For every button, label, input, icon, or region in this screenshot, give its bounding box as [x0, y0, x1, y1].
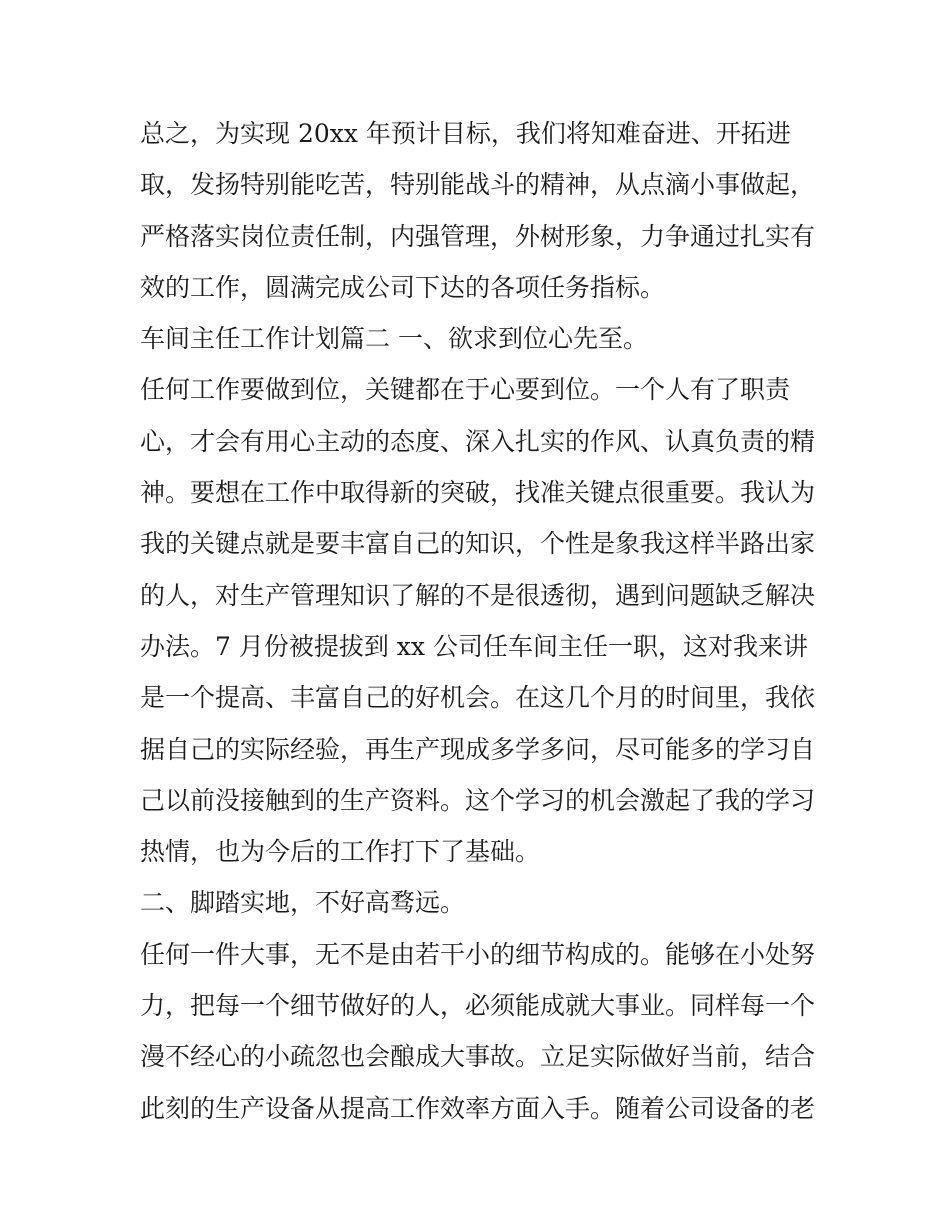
- text-line: 己以前没接触到的生产资料。这个学习的机会激起了我的学习: [140, 785, 816, 815]
- text-line: 力，把每一个细节做好的人，必须能成就大事业。同样每一个: [140, 991, 816, 1021]
- text-line: 心，才会有用心主动的态度、深入扎实的作风、认真负责的精: [140, 426, 816, 456]
- text-line: 任何工作要做到位，关键都在于心要到位。一个人有了职责: [140, 375, 791, 405]
- section-heading: 二、脚踏实地，不好高骛远。: [140, 888, 466, 918]
- text-line: 任何一件大事，无不是由若干小的细节构成的。能够在小处努: [140, 939, 816, 969]
- section-heading: 车间主任工作计划篇二 一、欲求到位心先至。: [140, 324, 648, 354]
- text-line: 热情，也为今后的工作打下了基础。: [140, 837, 541, 867]
- text-line: 神。要想在工作中取得新的突破，找准关键点很重要。我认为: [140, 478, 816, 508]
- body-text: [140, 108, 820, 1134]
- text-line: 据自己的实际经验，再生产现成多学多问，尽可能多的学习自: [140, 734, 816, 764]
- text-line: 漫不经心的小疏忽也会酿成大事故。立足实际做好当前，结合: [140, 1042, 816, 1072]
- text-line: 效的工作，圆满完成公司下达的各项任务指标。: [140, 272, 666, 302]
- text-line: 严格落实岗位责任制，内强管理，外树形象，力争通过扎实有: [140, 221, 816, 251]
- text-line: 是一个提高、丰富自己的好机会。在这几个月的时间里，我依: [140, 683, 816, 713]
- text-line: 取，发扬特别能吃苦，特别能战斗的精神，从点滴小事做起，: [140, 170, 816, 200]
- text-line: 总之，为实现 20xx 年预计目标，我们将知难奋进、开拓进: [140, 119, 791, 148]
- text-line: 此刻的生产设备从提高工作效率方面入手。随着公司设备的老: [140, 1093, 816, 1123]
- text-line: 的人，对生产管理知识了解的不是很透彻，遇到问题缺乏解决: [140, 580, 816, 610]
- text-line: 我的关键点就是要丰富自己的知识，个性是象我这样半路出家: [140, 529, 816, 559]
- text-line: 办法。7 月份被提拔到 xx 公司任车间主任一职，这对我来讲: [140, 631, 808, 661]
